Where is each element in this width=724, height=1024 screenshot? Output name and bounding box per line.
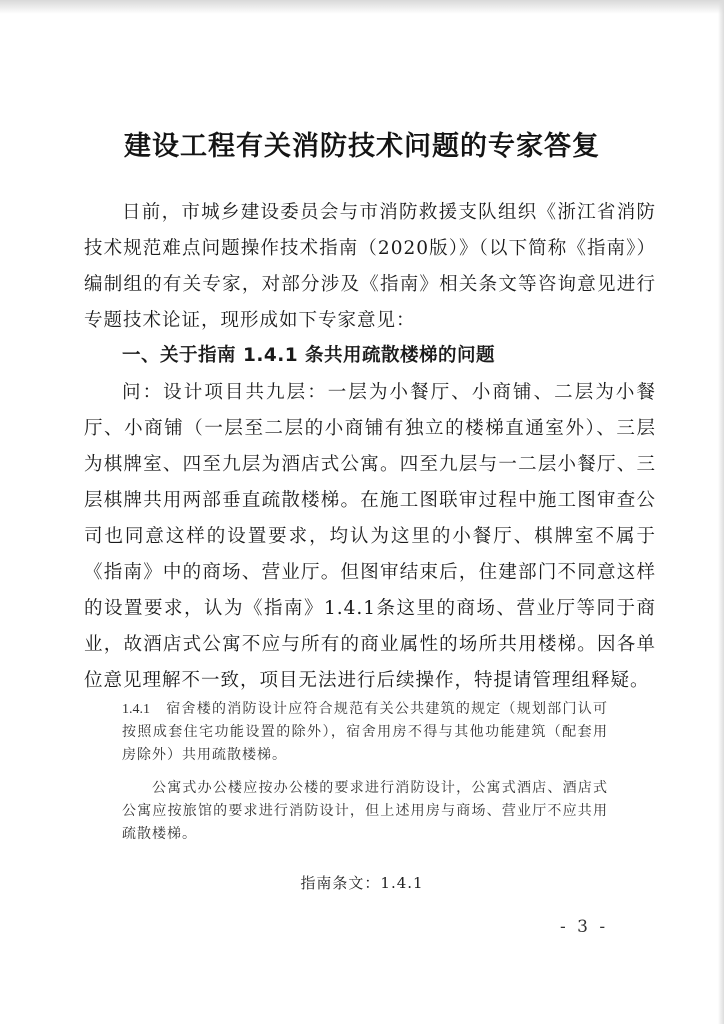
clause-text-1: 宿舍楼的消防设计应符合规范有关公共建筑的规定（规划部门认可按照成套住宅功能设置的除外），宿舍用房不得与其他功能建筑（配套用房除外）共用疏散楼梯。	[122, 701, 608, 763]
section-heading: 一、关于指南 1.4.1 条共用疏散楼梯的问题	[122, 345, 496, 366]
question-paragraph: 问：设计项目共九层：一层为小餐厅、小商铺、二层为小餐厅、小商铺（一层至二层的小商铺有独立的楼梯直通室外）、三层为棋牌室、四至九层为酒店式公寓。四至九层与一二层小餐厅、三层棋牌共用两部垂直疏散楼梯。在施工图联审过程中施工图审查公司也同意这样的设置要求，均认为这里的小餐厅、棋牌室不属于《指南》中的商场、营业厅。但图审结束后，住建部门不同意这样的设置要求，认为《指南》1.4.1条这里的商场、营业厅等同于商业，故酒店式公寓不应与所有的商业属性的场所共用楼梯。因各单位意见理解不一致，项目无法进行后续操作，特提请管理组释疑。	[84, 382, 656, 691]
clause-text-2: 公寓式办公楼应按办公楼的要求进行消防设计，公寓式酒店、酒店式公寓应按旅馆的要求进行消防设计，但上述用房与商场、营业厅不应共用疏散楼梯。	[122, 780, 608, 842]
clause-number: 1.4.1	[122, 702, 150, 717]
intro-paragraph: 日前，市城乡建设委员会与市消防救援支队组织《浙江省消防技术规范难点问题操作技术指南（2020版）》（以下简称《指南》）编制组的有关专家，对部分涉及《指南》相关条文等咨询意见进行专题技术论证，现形成如下专家意见：	[84, 202, 656, 331]
scan-top-edge	[0, 0, 724, 14]
clause-block	[122, 698, 608, 767]
page-title: 建设工程有关消防技术问题的专家答复	[124, 131, 600, 162]
page-number: - 3 -	[560, 917, 609, 937]
clause-caption: 指南条文：1.4.1	[300, 874, 424, 892]
